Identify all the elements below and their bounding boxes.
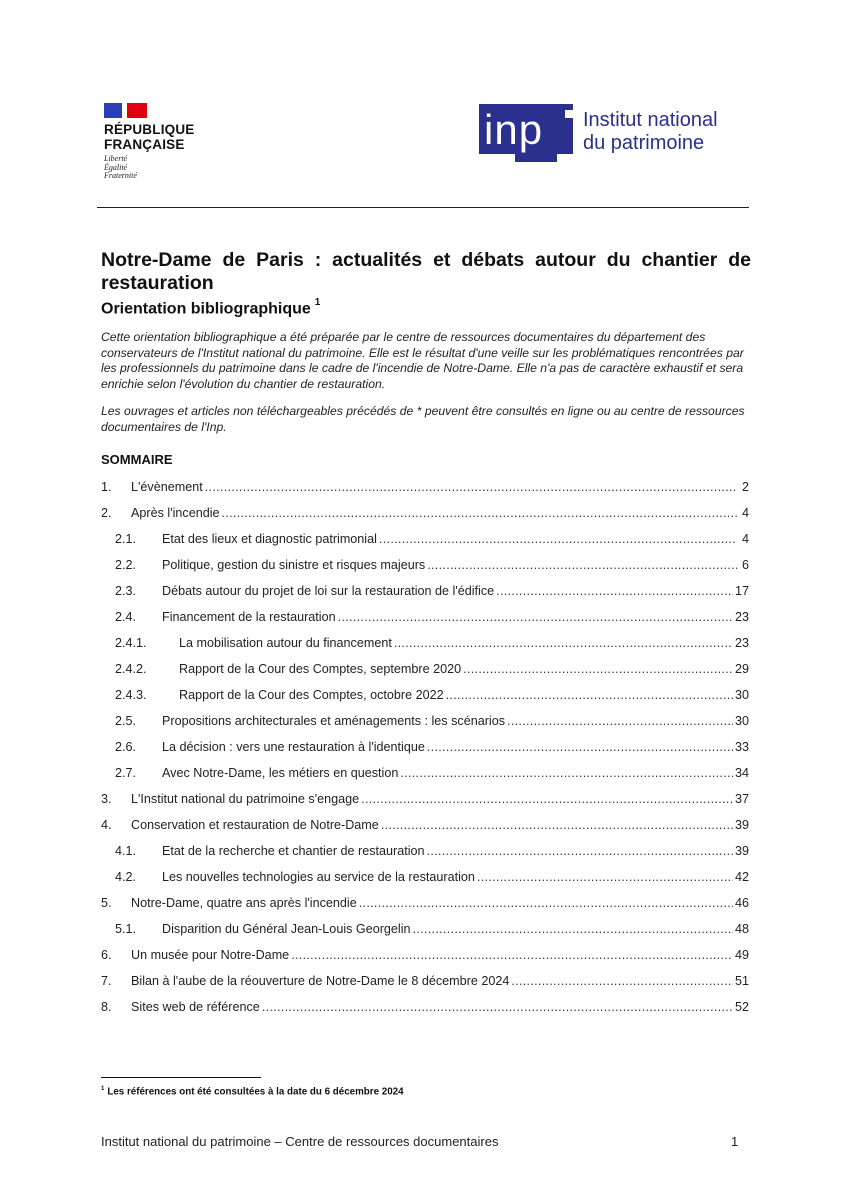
toc-dot-leader bbox=[427, 740, 733, 754]
header-divider bbox=[97, 207, 749, 208]
republique-name-line2: FRANÇAISE bbox=[104, 137, 185, 152]
marianne-flag-icon bbox=[104, 103, 214, 118]
toc-entry-number: 2.3. bbox=[115, 584, 137, 598]
toc-entry-number: 7. bbox=[101, 974, 112, 988]
toc-entry-number: 2.1. bbox=[115, 532, 137, 546]
toc-heading: SOMMAIRE bbox=[101, 452, 173, 467]
toc-entry-label[interactable]: Etat de la recherche et chantier de restauration bbox=[162, 844, 425, 858]
toc-entry-number: 2.6. bbox=[115, 740, 137, 754]
toc-dot-leader bbox=[338, 610, 733, 624]
footnote bbox=[101, 1086, 404, 1097]
toc-entry[interactable] bbox=[101, 740, 749, 766]
toc-entry[interactable] bbox=[101, 922, 749, 948]
toc-dot-leader bbox=[400, 766, 733, 780]
toc-entry-page[interactable]: 17 bbox=[734, 584, 749, 598]
toc-entry-label[interactable]: Disparition du Général Jean-Louis Georgelin bbox=[162, 922, 411, 936]
toc-entry-number: 2. bbox=[101, 506, 112, 520]
toc-entry-page[interactable]: 2 bbox=[741, 480, 749, 494]
toc-dot-leader bbox=[427, 844, 733, 858]
toc-entry[interactable] bbox=[101, 506, 749, 532]
toc-entry[interactable] bbox=[101, 844, 749, 870]
toc-entry-number: 4.1. bbox=[115, 844, 137, 858]
toc-entry-page[interactable]: 30 bbox=[734, 688, 749, 702]
flag-blue-block bbox=[104, 103, 122, 118]
toc-dot-leader bbox=[291, 948, 733, 962]
toc-entry-label[interactable]: Avec Notre-Dame, les métiers en question bbox=[162, 766, 399, 780]
toc-dot-leader bbox=[379, 532, 737, 546]
toc-entry-page[interactable]: 46 bbox=[734, 896, 749, 910]
toc-entry-number: 2.4.1. bbox=[115, 636, 147, 650]
toc-entry-page[interactable]: 6 bbox=[741, 558, 749, 572]
toc-entry-page[interactable]: 34 bbox=[734, 766, 749, 780]
toc-entry[interactable] bbox=[101, 766, 749, 792]
toc-entry[interactable] bbox=[101, 636, 749, 662]
toc-entry-label[interactable]: Un musée pour Notre-Dame bbox=[131, 948, 290, 962]
toc-entry-page[interactable]: 37 bbox=[734, 792, 749, 806]
flag-red-block bbox=[127, 103, 147, 118]
toc-entry-number: 2.4.2. bbox=[115, 662, 147, 676]
toc-dot-leader bbox=[427, 558, 737, 572]
toc-entry-number: 4.2. bbox=[115, 870, 137, 884]
toc-entry-page[interactable]: 4 bbox=[741, 532, 749, 546]
document-title-line1: Notre-Dame de Paris : actualités et débats autour du chantier de bbox=[101, 249, 751, 271]
toc-entry[interactable] bbox=[101, 974, 749, 1000]
toc-dot-leader bbox=[381, 818, 733, 832]
republique-motto bbox=[104, 155, 214, 181]
toc-entry[interactable] bbox=[101, 792, 749, 818]
footnote-divider bbox=[101, 1077, 261, 1078]
toc-dot-leader bbox=[477, 870, 733, 884]
toc-entry-number: 2.4.3. bbox=[115, 688, 147, 702]
toc-entry-label[interactable]: Etat des lieux et diagnostic patrimonial bbox=[162, 532, 377, 546]
toc-entry-page[interactable]: 48 bbox=[734, 922, 749, 936]
toc-entry[interactable] bbox=[101, 610, 749, 636]
inp-logo-line2: du patrimoine bbox=[583, 132, 705, 154]
toc-entry-number: 8. bbox=[101, 1000, 112, 1014]
toc-entry-label[interactable]: Politique, gestion du sinistre et risques majeurs bbox=[162, 558, 426, 572]
toc-entry-page[interactable]: 49 bbox=[734, 948, 749, 962]
table-of-contents bbox=[101, 480, 749, 1026]
toc-entry-number: 5.1. bbox=[115, 922, 137, 936]
toc-dot-leader bbox=[507, 714, 733, 728]
toc-dot-leader bbox=[262, 1000, 733, 1014]
toc-entry[interactable] bbox=[101, 532, 749, 558]
toc-dot-leader bbox=[359, 896, 733, 910]
toc-entry-label[interactable]: Les nouvelles technologies au service de la restauration bbox=[162, 870, 475, 884]
toc-entry-label[interactable]: L'évènement bbox=[131, 480, 203, 494]
toc-entry-page[interactable]: 39 bbox=[734, 844, 749, 858]
toc-entry[interactable] bbox=[101, 896, 749, 922]
toc-entry-label[interactable]: Conservation et restauration de Notre-Dame bbox=[131, 818, 379, 832]
subtitle-text: Orientation bibliographique bbox=[101, 300, 311, 318]
motto-egalite: Égalité bbox=[104, 162, 128, 172]
republique-name-line1: RÉPUBLIQUE bbox=[104, 122, 195, 137]
toc-entry-page[interactable]: 52 bbox=[734, 1000, 749, 1014]
toc-entry-label[interactable]: Bilan à l'aube de la réouverture de Notre-Dame le 8 décembre 2024 bbox=[131, 974, 510, 988]
toc-entry-label[interactable]: Débats autour du projet de loi sur la restauration de l'édifice bbox=[162, 584, 495, 598]
toc-dot-leader bbox=[361, 792, 733, 806]
toc-entry-page[interactable]: 29 bbox=[734, 662, 749, 676]
note-paragraph: Les ouvrages et articles non téléchargeables précédés de * peuvent être consultés en ligne ou au centre de ressources documentaires de l'Inp. bbox=[101, 404, 745, 434]
toc-entry-label[interactable]: La mobilisation autour du financement bbox=[179, 636, 392, 650]
toc-entry[interactable] bbox=[101, 1000, 749, 1026]
toc-entry[interactable] bbox=[101, 818, 749, 844]
toc-entry-number: 2.4. bbox=[115, 610, 137, 624]
toc-entry-label[interactable]: Sites web de référence bbox=[131, 1000, 260, 1014]
toc-dot-leader bbox=[205, 480, 737, 494]
toc-entry-label[interactable]: Notre-Dame, quatre ans après l'incendie bbox=[131, 896, 357, 910]
inp-logo-line1: Institut national bbox=[583, 109, 718, 131]
toc-entry[interactable] bbox=[101, 558, 749, 584]
toc-entry-page[interactable]: 23 bbox=[734, 636, 749, 650]
inp-logo-text bbox=[583, 109, 783, 155]
toc-entry-page[interactable]: 42 bbox=[734, 870, 749, 884]
toc-entry[interactable] bbox=[101, 714, 749, 740]
republique-francaise-logo bbox=[104, 103, 214, 181]
toc-entry[interactable] bbox=[101, 870, 749, 896]
toc-entry[interactable] bbox=[101, 584, 749, 610]
toc-entry-label[interactable]: Financement de la restauration bbox=[162, 610, 336, 624]
toc-entry[interactable] bbox=[101, 480, 749, 506]
toc-entry-label[interactable]: L'Institut national du patrimoine s'engage bbox=[131, 792, 360, 806]
toc-dot-leader bbox=[413, 922, 733, 936]
toc-entry[interactable] bbox=[101, 662, 749, 688]
toc-entry[interactable] bbox=[101, 948, 749, 974]
toc-entry-page[interactable]: 39 bbox=[734, 818, 749, 832]
footnote-reference[interactable]: 1 bbox=[314, 297, 321, 308]
toc-dot-leader bbox=[511, 974, 733, 988]
toc-entry[interactable] bbox=[101, 688, 749, 714]
page-footer-text: Institut national du patrimoine – Centre de ressources documentaires bbox=[101, 1134, 499, 1149]
toc-entry-label[interactable]: Propositions architecturales et aménagements : les scénarios bbox=[162, 714, 506, 728]
toc-entry-page[interactable]: 51 bbox=[734, 974, 749, 988]
toc-dot-leader bbox=[222, 506, 737, 520]
toc-dot-leader bbox=[496, 584, 733, 598]
inp-logo-letters: inp bbox=[484, 106, 544, 153]
motto-fraternite: Fraternité bbox=[104, 171, 137, 180]
toc-entry-page[interactable]: 33 bbox=[734, 740, 749, 754]
toc-entry-number: 6. bbox=[101, 948, 112, 962]
footnote-text: Les références ont été consultées à la date du 6 décembre 2024 bbox=[107, 1086, 404, 1098]
toc-dot-leader bbox=[463, 662, 733, 676]
page-number: 1 bbox=[731, 1134, 739, 1149]
toc-entry-page[interactable]: 23 bbox=[734, 610, 749, 624]
document-title-line2: restauration bbox=[101, 272, 214, 294]
motto-liberte: Liberté bbox=[104, 154, 128, 163]
toc-entry-number: 3. bbox=[101, 792, 112, 806]
toc-entry-page[interactable]: 4 bbox=[741, 506, 749, 520]
document-subtitle bbox=[101, 295, 320, 319]
toc-entry-number: 5. bbox=[101, 896, 112, 910]
toc-entry-number: 4. bbox=[101, 818, 112, 832]
toc-entry-number: 2.7. bbox=[115, 766, 137, 780]
document-title bbox=[101, 249, 751, 295]
toc-entry-number: 2.2. bbox=[115, 558, 137, 572]
toc-entry-page[interactable]: 30 bbox=[734, 714, 749, 728]
toc-entry-label[interactable]: La décision : vers une restauration à l'identique bbox=[162, 740, 425, 754]
footnote-marker: 1 bbox=[101, 1086, 105, 1092]
toc-entry-label[interactable]: Rapport de la Cour des Comptes, septembre 2020 bbox=[179, 662, 462, 676]
inp-logo-box-notch bbox=[565, 110, 575, 118]
toc-entry-label[interactable]: Après l'incendie bbox=[131, 506, 220, 520]
toc-dot-leader bbox=[394, 636, 733, 650]
toc-dot-leader bbox=[446, 688, 733, 702]
toc-entry-label[interactable]: Rapport de la Cour des Comptes, octobre 2022 bbox=[179, 688, 444, 702]
toc-entry-number: 2.5. bbox=[115, 714, 137, 728]
intro-paragraph: Cette orientation bibliographique a été préparée par le centre de ressources documentaires du département des conservateurs de l'Institut national du patrimoine. Elle est le résultat d'une veille sur les problématiques rencontrées par les professionnels du patrimoine dans le cadre de l'incendie de Notre-Dame. Elle n'a pas de caractère exhaustif et sera enrichie selon l'évolution du chantier de restauration. bbox=[101, 330, 744, 392]
toc-entry-number: 1. bbox=[101, 480, 112, 494]
